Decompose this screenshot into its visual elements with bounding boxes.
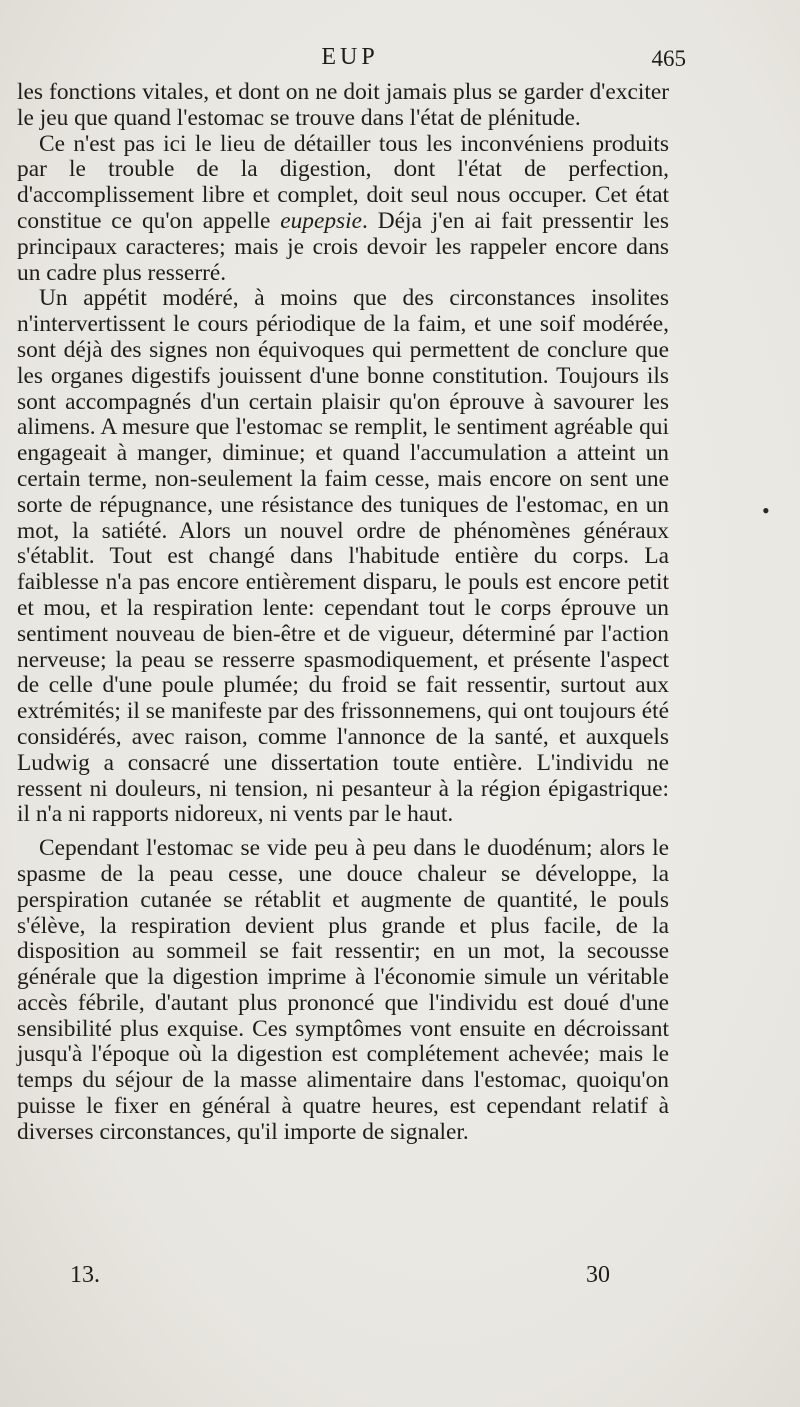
paragraph-text: les fonctions vitales, et dont on ne doit jamais plus se garder d'exciter le jeu que quand l'estomac se trouve dans l'état de plénitude. <box>17 79 669 131</box>
margin-mark: • <box>762 498 770 523</box>
paragraph-text: . Déja j'en ai fait pressentir les principaux caracteres; mais je crois devoir les rappeler encore dans un cadre plus resserré. <box>17 207 669 286</box>
paragraph-appetite <box>17 286 669 828</box>
italic-term: eupepsie <box>280 207 363 234</box>
page-header <box>14 44 686 78</box>
paragraph-eupepsie <box>17 132 669 287</box>
paragraph-text: Ce n'est pas ici le lieu de détailler tous les inconvéniens produits par le trouble de la digestion, dont l'état de perfection, d'accomplissement libre et complet, doit seul nous occuper. Cet état constitue ce qu'on appelle <box>17 130 669 234</box>
paragraph-digestion <box>17 836 669 1146</box>
signature-volume: 13. <box>70 1262 100 1288</box>
page-footer <box>70 1262 610 1292</box>
running-head: EUP <box>321 44 379 70</box>
paragraph-text: Un appétit modéré, à moins que des circonstances insolites n'intervertissent le cours périodique de la faim, et une soif modérée, sont déjà des signes non équivoques qui permettent de conclure que les organes digestifs jouissent d'une bonne constitution. Toujours ils sont accompagnés d'un certain plaisir qu'on éprouve à savourer les alimens. A mesure que l'estomac se remplit, le sentiment agréable qui engageait à manger, diminue; et quand l'accumulation a atteint un certain terme, non-seulement la faim cesse, mais encore on sent une sorte de répugnance, une résistance des tuniques de l'estomac, en un mot, la satiété. Alors un nouvel ordre de phénomènes généraux s'établit. Tout est changé dans l'habitude entière du corps. La faiblesse n'a pas encore entièrement disparu, le pouls est encore petit et mou, et la respiration lente: cependant tout le corps éprouve un sentiment nouveau de bien-être et de vigueur, déterminé par l'action nerveuse; la peau se resserre spasmodiquement, et présente l'aspect de celle d'une poule plumée; du froid se fait ressentir, surtout aux extrémités; il se manifeste par des frissonnemens, qui ont toujours été considérés, avec raison, comme l'annonce de la santé, et auxquels Ludwig a consacré une dissertation toute entière. L'individu ne ressent ni douleurs, ni tension, ni pesanteur à la région épigastrique: il n'a ni rapports nidoreux, ni vents par le haut. <box>17 285 669 828</box>
paragraph-text: Cependant l'estomac se vide peu à peu dans le duodénum; alors le spasme de la peau cesse, une douce chaleur se développe, la perspiration cutanée se rétablit et augmente de quantité, le pouls s'élève, la respiration devient plus grande et plus facile, de la disposition au sommeil se fait ressentir; en un mot, la secousse générale que la digestion imprime à l'économie simule un véritable accès fébrile, d'autant plus prononcé que l'individu est doué d'une sensibilité plus exquise. Ces symptômes vont ensuite en décroissant jusqu'à l'époque où la digestion est complétement achevée; mais le temps du séjour de la masse alimentaire dans l'estomac, quoiqu'on puisse le fixer en général à quatre heures, est cependant relatif à diverses circonstances, qu'il importe de signaler. <box>17 835 669 1145</box>
body-text <box>17 80 669 1146</box>
paragraph-continuation <box>17 80 669 132</box>
page-number: 465 <box>651 46 686 71</box>
signature-sheet: 30 <box>586 1262 610 1288</box>
